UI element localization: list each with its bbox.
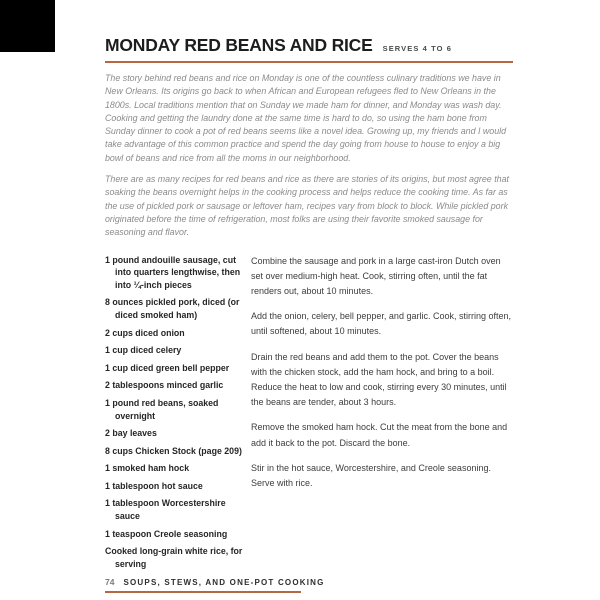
page-footer xyxy=(105,577,325,593)
ingredient-item: 2 cups diced onion xyxy=(105,327,185,338)
intro-paragraph: There are as many recipes for red beans and rice as there are stories of its origins, but most agree that soaking the beans overnight helps in the cooking process and helps reduce the cooking time. As far as the use of pickled pork or sausage or leftover ham, recipes vary from block to block. While pickled pork originated before the time of refrigeration, most folks are using their favorite smoked sausage for seasoning and flavor. xyxy=(105,174,510,238)
ingredient-item: 1 cup diced green bell pepper xyxy=(105,362,230,373)
ingredient-item: 1 tablespoon Worcestershire sauce xyxy=(105,498,226,522)
page-number: 74 xyxy=(105,577,115,587)
instruction-step: Combine the sausage and pork in a large cast-iron Dutch oven set over medium-high heat. Cook, stirring often, until the fat renders out, about 10 minutes. xyxy=(251,255,501,296)
serves-label: SERVES 4 TO 6 xyxy=(382,44,453,53)
ingredient-item: 1 teaspoon Creole seasoning xyxy=(105,528,228,539)
ingredient-item: 1 smoked ham hock xyxy=(105,463,190,474)
instruction-step: Stir in the hot sauce, Worcestershire, and Creole seasoning. Serve with rice. xyxy=(251,462,491,488)
instruction-step: Drain the red beans and add them to the pot. Cover the beans with the chicken stock, add the ham hock, and bring to a boil. Reduce the heat to low and cook, stirring every 30 minutes, until the beans are tender, about 3 hours. xyxy=(251,351,507,408)
ingredient-item: 1 cup diced celery xyxy=(105,345,182,356)
recipe-title: MONDAY RED BEANS AND RICE xyxy=(105,35,373,55)
title-row xyxy=(105,35,513,56)
ingredient-item: 8 cups Chicken Stock (page 209) xyxy=(105,445,242,456)
recipe-intro xyxy=(105,72,513,240)
ingredient-item: 1 pound andouille sausage, cut into quarters lengthwise, then into ¼-inch pieces xyxy=(105,254,241,290)
instruction-steps xyxy=(251,254,513,576)
footer-row xyxy=(105,577,325,587)
section-title: SOUPS, STEWS, AND ONE-POT COOKING xyxy=(123,578,325,587)
recipe-columns xyxy=(105,254,513,576)
ingredient-item: 2 tablespoons minced garlic xyxy=(105,380,224,391)
ingredient-item: 2 bay leaves xyxy=(105,428,157,439)
recipe-page-content xyxy=(105,35,513,575)
ingredient-item: Cooked long-grain white rice, for serving xyxy=(105,546,243,569)
ingredient-item: 1 tablespoon hot sauce xyxy=(105,480,203,491)
title-accent-rule xyxy=(105,61,513,63)
instruction-step: Add the onion, celery, bell pepper, and garlic. Cook, stirring often, until softened, about 10 minutes. xyxy=(251,311,511,337)
ingredient-list xyxy=(105,254,243,576)
intro-paragraph: The story behind red beans and rice on Monday is one of the countless culinary traditions we have in New Orleans. Its origins go back to when African and European refugees fled to New Orleans in the 1800s. Local traditions mention that on Sunday we made ham for dinner, and Monday was wash day. Cooking and getting the laundry done at the same time is hard to do, so using the ham bone from Sunday dinner to cook a pot of red beans seems like a novel idea. Growing up, my friends and I would take advantage of this common practice and spend the day going from house to house to enjoy a big bowl of beans and rice from all the moms in our neighborhood. xyxy=(105,73,507,163)
footer-accent-rule xyxy=(105,591,301,593)
instruction-step: Remove the smoked ham hock. Cut the meat from the bone and add it back to the pot. Discard the bone. xyxy=(251,422,508,448)
page-corner-block xyxy=(0,0,55,52)
ingredient-item: 8 ounces pickled pork, diced (or diced smoked ham) xyxy=(105,297,240,320)
ingredient-item: 1 pound red beans, soaked overnight xyxy=(105,397,219,421)
